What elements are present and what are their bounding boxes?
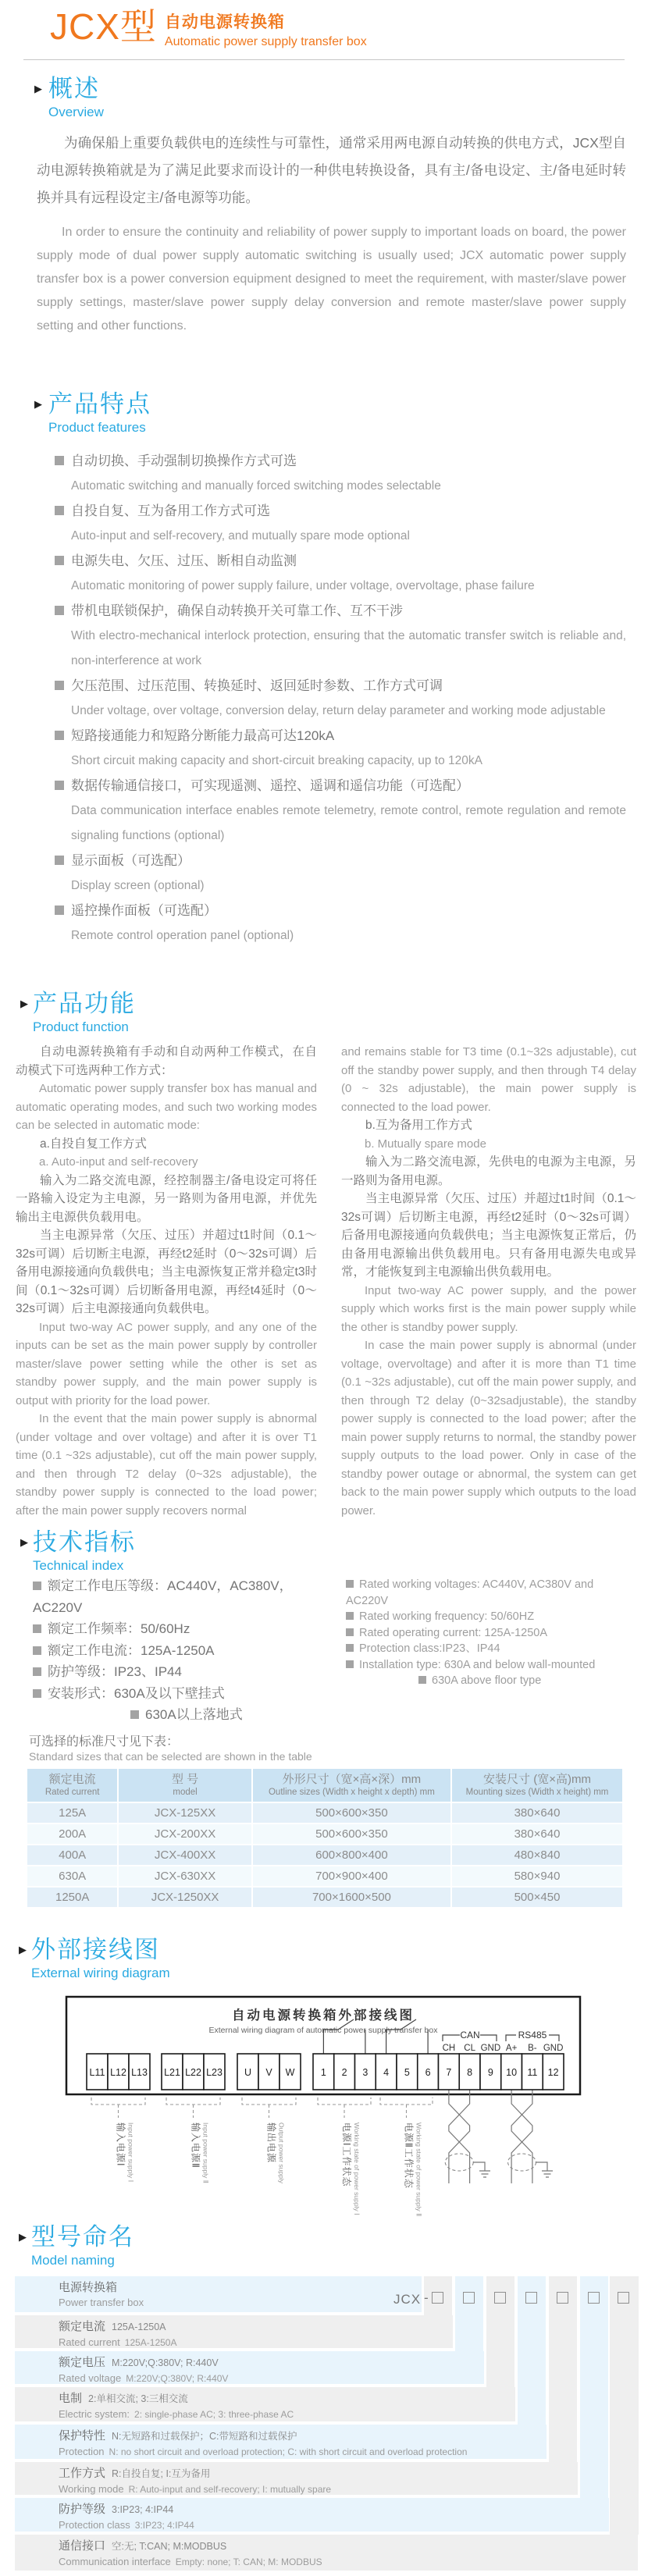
feature-text-cn: 自投自复、互为备用工作方式可选 (71, 503, 270, 518)
function-column-right (341, 1043, 636, 1520)
bus-pin-label: B- (528, 2044, 537, 2053)
square-bullet-icon (55, 606, 64, 615)
feature-item (55, 774, 626, 849)
wire-label-cn: 电源Ⅱ工作状态 (403, 2122, 415, 2189)
section-title-en: Model naming (31, 2253, 115, 2268)
contact-symbol-1 (323, 2019, 365, 2054)
feature-text-cn: 遥控操作面板（可选配） (71, 903, 217, 918)
function-paragraph: and remains stable for T3 time (0.1~32s adjustable), cut off the standby power supply, and then through T4 delay (0 ~ 32s adjustable), the main power supply is connected to the load power. (341, 1045, 636, 1114)
terminal-label: 5 (404, 2067, 410, 2078)
square-bullet-icon (55, 781, 64, 790)
feature-text-en: Remote control operation panel (optional) (71, 929, 294, 942)
wire-bracket (380, 2097, 433, 2118)
feature-item (55, 549, 626, 599)
terminal-label: 7 (446, 2067, 452, 2078)
section-arrow-icon: ▶ (20, 998, 28, 1009)
square-bullet-icon (55, 456, 64, 465)
cell-mounting-size: 380×640 (514, 1806, 561, 1820)
wire-label-cn: 电源Ⅰ工作状态 (341, 2122, 352, 2187)
square-bullet-icon (346, 1628, 354, 1636)
feature-item (55, 499, 626, 549)
cell-model: JCX-400XX (119, 1845, 252, 1865)
terminal-label: U (244, 2067, 252, 2078)
cell-model: JCX-630XX (119, 1866, 252, 1886)
terminal-label: 12 (547, 2067, 559, 2078)
feature-text-cn: 显示面板（可选配） (71, 853, 190, 868)
square-bullet-icon (55, 681, 64, 690)
tech-list-en (346, 1577, 635, 1689)
square-bullet-icon (55, 556, 64, 565)
bus-pin-label: A+ (505, 2044, 518, 2053)
bus-pin-label: GND (480, 2044, 501, 2053)
naming-row-rated-voltage: 额定电压 M:220V;Q:380V; R:440V Rated voltage M:220V;Q:380V; R:440V (15, 2351, 484, 2384)
cell-outline-size: 500×600×350 (253, 1824, 452, 1844)
naming-row-protection-class: 防护等级 3:IP23; 4:IP44 Protection class 3:IP23; 4:IP44 (15, 2498, 609, 2532)
section-title-cn: 外部接线图 (31, 1936, 160, 1963)
model-code-box (494, 2292, 506, 2304)
function-paragraph: 输入为二路交流电源，先供电的电源为主电源，另一路则为备用电源。 (341, 1155, 636, 1187)
feature-text-cn: 自动切换、手动强制切换操作方式可选 (71, 454, 297, 468)
bus-pin-label: GND (543, 2044, 564, 2053)
tech-item-text: 630A以上落地式 (145, 1707, 243, 1722)
cell-mounting-size: 500×450 (514, 1891, 561, 1904)
twisted-pair-wire (511, 2090, 532, 2183)
cell-model: JCX-200XX (119, 1824, 252, 1844)
terminal-label: L12 (110, 2067, 126, 2078)
tech-item-text: Rated working voltages: AC440V, AC380V and AC220V (346, 1578, 594, 1607)
feature-text-cn: 电源失电、欠压、过压、断相自动监测 (71, 553, 297, 568)
rs485-label: RS485 (518, 2030, 547, 2041)
feature-text-cn: 数据传输通信接口，可实现遥测、遥控、遥调和遥信功能（可选配） (71, 778, 469, 793)
cell-mounting-size: 380×640 (514, 1827, 561, 1841)
feature-item (55, 599, 626, 674)
wire-bracket (166, 2097, 220, 2118)
section-title-en: Product function (33, 1019, 129, 1034)
model-prefix: JCX (393, 2292, 422, 2307)
feature-text-cn: 带机电联锁保护，确保自动转换开关可靠工作、互不干涉 (71, 603, 403, 618)
sizes-note-en: Standard sizes that can be selected are shown in the table (29, 1750, 312, 1763)
page-title (50, 8, 367, 49)
model-code-box (618, 2292, 629, 2304)
feature-item (55, 449, 626, 499)
wire-label-cn: 输出电源 (265, 2122, 277, 2164)
cell-rated-current: 630A (27, 1866, 119, 1886)
col-header-cn: 型 号 (171, 1773, 199, 1786)
product-title-cn: 自动电源转换箱 (164, 13, 285, 31)
diagram-title-en: External wiring diagram of automatic power supply transfer box (208, 2026, 438, 2035)
sizes-note-cn: 可选择的标准尺寸见下表： (29, 1735, 180, 1749)
section-title-cn: 概述 (48, 75, 100, 102)
feature-text-en: Display screen (optional) (71, 879, 205, 892)
feature-item (55, 724, 626, 774)
cell-rated-current: 200A (27, 1824, 119, 1844)
square-bullet-icon (33, 1624, 41, 1633)
col-header-en: Mounting sizes (Width x height) mm (465, 1788, 609, 1797)
ground-symbol (473, 2162, 490, 2177)
table-body (27, 1803, 622, 1909)
section-arrow-icon: ▶ (19, 2231, 27, 2243)
model-name: JCX型 (50, 6, 157, 47)
naming-row-protection: 保护特性 N:无短路和过载保护；C:带短路和过载保护 Protection N: no short circuit and overload protection; C: with short circuit and overload protection (15, 2425, 547, 2459)
square-bullet-icon (346, 1612, 354, 1620)
square-bullet-icon (55, 731, 64, 740)
tech-item-text: Protection class:IP23、IP44 (359, 1642, 500, 1655)
terminal-label: 10 (506, 2067, 518, 2078)
product-title-en: Automatic power supply transfer box (164, 35, 367, 48)
terminal-label: 1 (320, 2067, 326, 2078)
terminal-label: L21 (164, 2067, 180, 2078)
tech-item-text: 额定工作电流：125A-1250A (48, 1642, 215, 1658)
col-header-cn: 额定电流 (48, 1773, 96, 1786)
overview-paragraph-en: In order to ensure the continuity and reliability of power supply to important loads on board, the power supply mode of dual power supply automatic switching is usually used; JCX automatic power supply transfer box is a power conversion equipment designed to meet the requirement, with master/slave power supply settings, master/slave power supply delay conversion and remote master/slave power supply setting and other functions. (37, 226, 626, 333)
table-row (27, 1803, 622, 1824)
table-row (27, 1845, 622, 1866)
wire-bracket (91, 2097, 145, 2118)
feature-text-en: Auto-input and self-recovery, and mutually spare mode optional (71, 529, 410, 543)
cell-model: JCX-125XX (119, 1803, 252, 1823)
feature-item (55, 674, 626, 724)
section-title-cn: 产品特点 (48, 390, 151, 418)
wire-label-en: Input power supply Ⅱ (201, 2122, 210, 2183)
feature-text-cn: 欠压范围、过压范围、转换延时、返回延时参数、工作方式可调 (71, 678, 443, 693)
function-paragraph: Input two-way AC power supply, and the power supply which works first is the main power supply while the other is standby power supply. (341, 1283, 636, 1334)
function-paragraph: Input two-way AC power supply, and any one of the inputs can be set as the main power supply by controller master/slave power setting while the other is set as standby power supply, and the main power supply is output with priority for the load power. (16, 1320, 317, 1407)
square-bullet-icon (33, 1667, 41, 1676)
terminal-label: 11 (527, 2067, 538, 2078)
wire-label-en: Working state of power supply Ⅱ (415, 2122, 423, 2217)
feature-item (55, 849, 626, 898)
section-title-cn: 产品功能 (33, 990, 136, 1017)
square-bullet-icon (130, 1710, 139, 1719)
section-wiring (19, 1936, 170, 1981)
wire-label-en: Input power supply Ⅰ (126, 2122, 135, 2183)
twisted-pair-wire (449, 2090, 470, 2183)
square-bullet-icon (55, 906, 64, 915)
tech-item-text: 额定工作电压等级：AC440V，AC380V，AC220V (33, 1578, 293, 1615)
function-paragraph: a.自投自复工作方式 (40, 1137, 147, 1151)
wire-label-en: Output power supply (277, 2122, 286, 2183)
terminal-label: 2 (341, 2067, 347, 2078)
feature-list (55, 449, 626, 948)
wiring-diagram (59, 1987, 589, 2221)
section-title-en: Technical index (33, 1558, 124, 1573)
col-header-en: Rated current (45, 1788, 100, 1797)
cell-outline-size: 500×600×350 (253, 1803, 452, 1823)
model-code-box (557, 2292, 568, 2304)
model-code-box (432, 2292, 443, 2304)
ground-symbol (536, 2162, 553, 2177)
tech-item-text: 额定工作频率：50/60Hz (48, 1621, 190, 1636)
terminal-label: 4 (383, 2067, 390, 2078)
cell-mounting-size: 580×940 (514, 1870, 561, 1883)
terminal-label: 3 (362, 2067, 369, 2078)
feature-text-cn: 短路接通能力和短路分断能力最高可达120kA (71, 728, 335, 743)
feature-text-en: With electro-mechanical interlock protection, ensuring that the automatic transfer switch is reliable and, non-interference at work (71, 629, 626, 667)
terminal-label: L22 (185, 2067, 201, 2078)
naming-strip (455, 2276, 483, 2351)
function-paragraph: b. Mutually spare mode (365, 1137, 486, 1151)
section-features (34, 390, 151, 436)
section-title-cn: 型号命名 (31, 2223, 134, 2250)
section-title-cn: 技术指标 (33, 1528, 136, 1556)
terminal-label: 9 (487, 2067, 493, 2078)
function-paragraph: 输入为二路交流电源，经控制器主/备电设定可将任一路输入设定为主电源，另一路则为备用电源，并优先输出主电源供负载用电。 (16, 1173, 317, 1224)
square-bullet-icon (33, 1689, 41, 1698)
table-row (27, 1888, 622, 1909)
function-paragraph: 自动电源转换箱有手动和自动两种工作模式，在自动模式下可选两种工作方式： (16, 1045, 317, 1077)
model-code-box (525, 2292, 537, 2304)
naming-row-electric-system: 电制 2:单相交流; 3:三相交流 Electric system: 2: single-phase AC; 3: three-phase AC (15, 2387, 515, 2421)
table-row (27, 1866, 622, 1888)
function-paragraph: b.互为备用工作方式 (365, 1119, 472, 1132)
section-overview (34, 75, 104, 120)
cell-outline-size: 700×900×400 (253, 1866, 452, 1886)
square-bullet-icon (55, 856, 64, 865)
section-title-en: External wiring diagram (31, 1966, 170, 1980)
tech-item-text: Installation type: 630A and below wall-mounted (359, 1658, 596, 1671)
tech-item-text: 安装形式：630A及以下壁挂式 (48, 1685, 225, 1701)
wire-bracket (318, 2097, 371, 2118)
function-paragraph: Automatic power supply transfer box has manual and automatic operating modes, and such two working modes can be selected in automatic mode: (16, 1082, 317, 1132)
naming-strip (610, 2276, 639, 2535)
terminal-label: L11 (89, 2067, 105, 2078)
feature-text-en: Automatic switching and manually forced switching modes selectable (71, 479, 441, 493)
section-tech-index (20, 1528, 136, 1574)
section-arrow-icon: ▶ (34, 398, 42, 410)
tech-item-text: Rated operating current: 125A-1250A (359, 1626, 548, 1639)
function-column-left (16, 1043, 317, 1520)
terminal-label: L13 (131, 2067, 148, 2078)
cell-model: JCX-1250XX (119, 1888, 252, 1907)
naming-strip (549, 2276, 577, 2462)
col-header-cn: 安装尺寸 (宽×高)mm (483, 1773, 591, 1786)
diagram-title-cn: 自动电源转换箱外部接线图 (232, 2008, 415, 2023)
terminal-label: 8 (467, 2067, 473, 2078)
function-paragraph: In case the main power supply is abnormal (under voltage, overvoltage) and after it is more than T1 time (0.1 ~32s adjustable), cut off the main power supply, and then through T2 delay (0~32sadjustable), the standby power supply is connected to the load power; after the main power supply returns to normal, the standby power supply outputs to the load power. Only in case of the standby power outage or abnormal, the system can get back to the main power supply which outputs to the load power. (341, 1339, 636, 1517)
feature-text-en: Short circuit making capacity and short-circuit breaking capacity, up to 120kA (71, 754, 482, 767)
square-bullet-icon (33, 1582, 41, 1590)
square-bullet-icon (418, 1676, 426, 1684)
tech-item-text: 防护等级：IP23、IP44 (48, 1664, 182, 1679)
section-function (20, 990, 136, 1035)
can-label: CAN (460, 2030, 480, 2041)
cell-mounting-size: 480×840 (514, 1848, 561, 1862)
section-naming (19, 2223, 134, 2268)
square-bullet-icon (346, 1644, 354, 1652)
square-bullet-icon (346, 1580, 354, 1588)
tech-list-cn (33, 1575, 322, 1726)
twisted-pair-wire (511, 2090, 532, 2183)
feature-text-en: Automatic monitoring of power supply failure, under voltage, overvoltage, phase failure (71, 579, 535, 592)
square-bullet-icon (55, 506, 64, 515)
terminal-label: W (285, 2067, 295, 2078)
tech-item-text: 630A above floor type (432, 1674, 542, 1687)
model-dash: - (424, 2290, 429, 2305)
naming-strip (580, 2276, 608, 2498)
cell-outline-size: 700×1600×500 (253, 1888, 452, 1907)
col-header-cn: 外形尺寸（宽×高×深）mm (282, 1773, 422, 1786)
sizes-table (27, 1769, 622, 1909)
function-paragraph: In the event that the main power supply is abnormal (under voltage and over voltage) and after it is over T1 time (0.1 ~32s adjustable), cut off the main power supply, and then through T2 delay (0~32s adjustable), the standby power supply is connected to the load power; after the main power supply recovers normal (16, 1412, 317, 1517)
bus-pin-label: CL (464, 2044, 475, 2053)
function-paragraph: 当主电源异常（欠压、过压）并超过t1时间（0.1～32s可调）后切断主电源，再经t2延时（0～32s可调）后备用电源接通向负载供电；当主电源恢复正常并稳定t3时间（0.1～32s可调）后切断备用电源，再经t4延时（0～32s可调）后主电源接通向负载供电。 (16, 1229, 317, 1315)
naming-row-communication: 通信接口 空:无; T:CAN; M:MODBUS Communication interface Empty: none; T: CAN; M: MODBUS (15, 2535, 638, 2571)
feature-text-en: Under voltage, over voltage, conversion delay, return delay parameter and working mode adjustable (71, 704, 606, 717)
col-header-en: model (173, 1788, 198, 1797)
section-title-en: Overview (48, 105, 104, 119)
square-bullet-icon (33, 1646, 41, 1655)
model-code-box (463, 2292, 475, 2304)
feature-text-en: Data communication interface enables remote telemetry, remote control, remote regulation and remote signaling functions (optional) (71, 804, 626, 842)
terminal-strip (87, 2044, 564, 2216)
table-row (27, 1824, 622, 1845)
wire-label-cn: 输入电源Ⅱ (190, 2122, 201, 2169)
bus-pin-label: CH (442, 2044, 456, 2053)
cell-rated-current: 1250A (27, 1888, 119, 1907)
naming-row-working-mode: 工作方式 R:自投自复; I:互为备用 Working mode R: Auto-input and self-recovery; I: mutually spare (15, 2462, 578, 2495)
terminal-label: V (265, 2067, 272, 2078)
terminal-label: 6 (425, 2067, 431, 2078)
table-header-row (27, 1769, 622, 1803)
overview-paragraph-cn: 为确保船上重要负载供电的连续性与可靠性，通常采用两电源自动转换的供电方式，JCX型自动电源转换箱就是为了满足此要求而设计的一种供电转换设备，具有主/备电设定、主/备电延时转换并具有远程设定主/备电源等功能。 (37, 135, 626, 205)
cell-rated-current: 400A (27, 1845, 119, 1865)
wire-label-en: Working state of power supply Ⅰ (353, 2122, 361, 2215)
square-bullet-icon (346, 1660, 354, 1668)
wire-bracket (242, 2097, 296, 2118)
cell-rated-current: 125A (27, 1803, 119, 1823)
header-divider (23, 59, 625, 60)
twisted-pair-wire (449, 2090, 470, 2183)
section-arrow-icon: ▶ (34, 83, 42, 94)
contact-symbol-2 (386, 2019, 428, 2054)
terminal-label: L23 (206, 2067, 223, 2078)
shield-ellipse (508, 2154, 536, 2171)
feature-item (55, 898, 626, 948)
cell-outline-size: 600×800×400 (253, 1845, 452, 1865)
function-paragraph: 当主电源异常（欠压、过压）并超过t1时间（0.1～32s可调）后切断主电源，再经t2延时（0～32s可调）后备用电源接通向负载供电；当主电源恢复正常后，仍由备用电源输出供负载用电。只有备用电源失电或异常，才能恢复到主电源输出供负载用电。 (341, 1192, 636, 1279)
tech-item-text: Rated working frequency: 50/60HZ (359, 1610, 535, 1623)
model-code-box (588, 2292, 600, 2304)
section-arrow-icon: ▶ (19, 1944, 27, 1955)
function-paragraph: a. Auto-input and self-recovery (39, 1155, 198, 1169)
section-title-en: Product features (48, 420, 146, 435)
section-arrow-icon: ▶ (20, 1536, 28, 1548)
naming-row-product: 电源转换箱 Power transfer box (15, 2276, 422, 2312)
naming-row-rated-current: 额定电流 125A-1250A Rated current 125A-1250A (15, 2315, 453, 2348)
shield-ellipse (445, 2154, 473, 2171)
wire-label-cn: 输入电源Ⅰ (115, 2122, 126, 2167)
col-header-en: Outline sizes (Width x height x depth) mm (268, 1788, 435, 1797)
